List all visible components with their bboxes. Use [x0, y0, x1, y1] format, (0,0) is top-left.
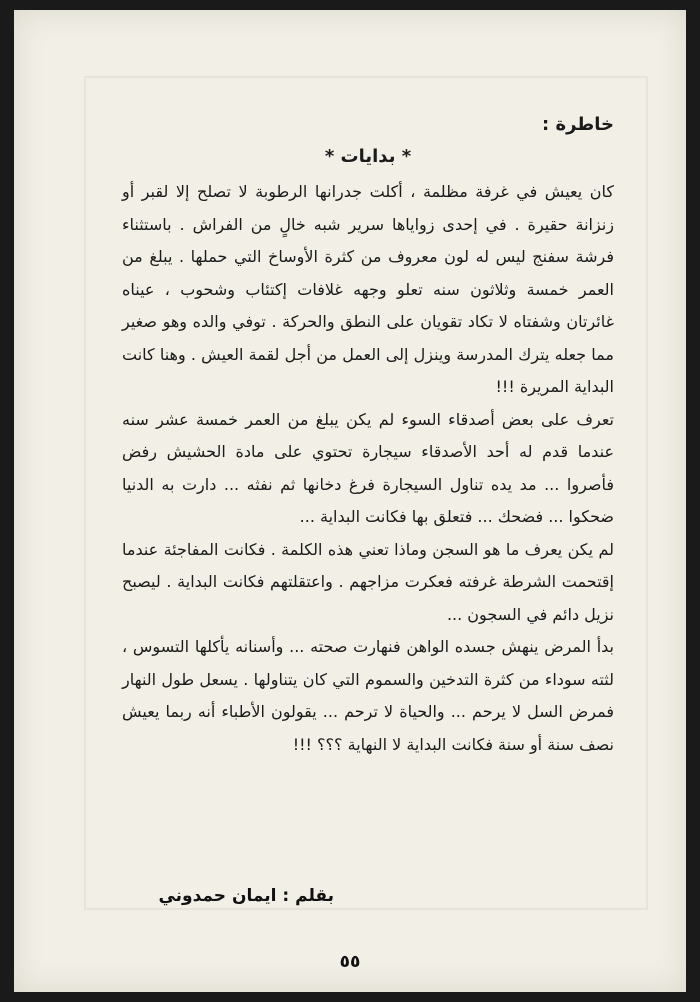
article-body — [122, 110, 614, 761]
paragraph-3: لم يكن يعرف ما هو السجن وماذا تعني هذه الكلمة . فكانت المفاجئة عندما إقتحمت الشرطة غرفته فعكرت مزاجهم . واعتقلتهم فكانت البداية . ليصبح نزيل دائم في السجون ... — [122, 539, 614, 624]
book-page — [14, 10, 686, 992]
section-heading: خاطرة : — [542, 114, 614, 135]
paragraph-4: بدأ المرض ينهش جسده الواهن فنهارت صحته ... وأسنانه يأكلها التسوس ، لثته سوداء من كثرة التدخين والسموم التي كان يتناولها . يسعل طول النهار فمرض السل لا يرحم ... والحياة لا ترحم ... يقولون الأطباء أنه ربما يعيش نصف سنة أو سنة فكانت البداية لا النهاية ؟؟؟ !!! — [122, 637, 614, 754]
author-byline: بقلم : ايمان حمدوني — [158, 886, 334, 906]
paragraph-1: كان يعيش في غرفة مظلمة ، أكلت جدرانها الرطوبة لا تصلح إلا لقبر أو زنزانة حقيرة . في إحدى زواياها سرير شبه خالٍ من الفراش . باستثناء فرشة سفنج ليس له لون معروف من كثرة الأوساخ التي حملها . يبلغ من العمر خمسة وثلاثون سنه تعلو وجهه غلافات إكتئاب وشحوب ، عيناه غائرتان وشفتاه لا تكاد تقويان على النطق والحركة . توفي والده وهو صغير مما جعله يترك المدرسة وينزل إلى العمل من أجل لقمة العيش . وهنا كانت البداية المريرة !!! — [122, 182, 614, 396]
page-number: ٥٥ — [339, 952, 361, 972]
article-title: * بدايات * — [324, 146, 412, 167]
paragraph-2: تعرف على بعض أصدقاء السوء لم يكن يبلغ من العمر خمسة عشر سنه عندما قدم له أحد الأصدقاء سيجارة تحتوي على مادة الحشيش رفض فأصروا ... مد يده تناول السيجارة فرغ دخانها ثم نفثه ... دارت به الدنيا ضحكوا ... فضحك ... فتعلق بها فكانت البداية ... — [122, 409, 614, 526]
